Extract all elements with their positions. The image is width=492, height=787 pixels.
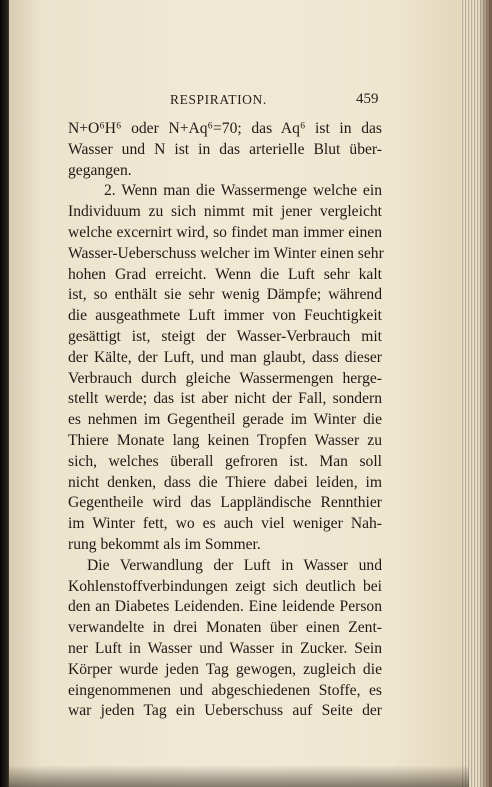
- text-line: die ausgeathmete Luft immer von Feuchtigkeit: [68, 307, 382, 325]
- text-line: es nehmen im Gegentheil gerade im Winter die: [68, 411, 382, 429]
- text-line: Individuum zu sich nimmt mit jener vergleicht: [68, 203, 382, 221]
- text-line: welche excernirt wird, so findet man immer einen: [68, 223, 382, 241]
- text-line: den an Diabetes Leidenden. Eine leidende Person: [68, 598, 382, 616]
- text-line: Wasser und N ist in das arterielle Blut über-: [68, 140, 382, 158]
- text-line: nicht denken, dass die Thiere dabei leiden, im: [68, 473, 382, 491]
- page-bottom-shadow: [9, 765, 469, 787]
- text-line: rung bekommt als im Sommer.: [68, 535, 261, 553]
- text-line: Körper wurde jeden Tag gewogen, zugleich die: [68, 660, 382, 678]
- text-line: ner Luft in Wasser und Wasser in Zucker. Sein: [68, 639, 382, 657]
- text-line: verwandelte in drei Monaten über einen Zent-: [68, 619, 382, 637]
- text-line: gegangen.: [68, 161, 132, 179]
- text-line: Thiere Monate lang keinen Tropfen Wasser zu: [68, 431, 382, 449]
- text-line: ist, so enthält sie sehr wenig Dämpfe; während: [68, 286, 382, 304]
- text-line: N+O⁶H⁶ oder N+Aq⁶=70; das Aq⁶ ist in das: [68, 120, 382, 137]
- book-cover-edge: [479, 0, 492, 787]
- text-line: hohen Grad erreicht. Wenn die Luft sehr kalt: [68, 265, 382, 283]
- text-line: Gegentheile wird das Lappländische Rennthier: [68, 494, 382, 512]
- text-line: Verbrauch durch gleiche Wassermengen herge-: [68, 369, 382, 387]
- text-line: Die Verwandlung der Luft in Wasser und: [87, 556, 382, 574]
- text-line: eingenommenen und abgeschiedenen Stoffe, es: [68, 681, 382, 699]
- text-line: sich, welches überall gefroren ist. Man soll: [68, 452, 382, 470]
- text-line: der Kälte, der Luft, und man glaubt, dass dieser: [68, 348, 382, 366]
- text-line: war jeden Tag ein Ueberschuss auf Seite der: [68, 702, 382, 720]
- text-line: gesättigt ist, steigt der Wasser-Verbrauch mit: [68, 327, 382, 345]
- text-line: stellt werde; das ist aber nicht der Fall, sondern: [68, 390, 382, 408]
- text-line: 2. Wenn man die Wassermenge welche ein: [104, 182, 382, 200]
- running-head: RESPIRATION.: [170, 92, 267, 107]
- page-number: 459: [356, 91, 379, 107]
- text-line: Kohlenstoffverbindungen zeigt sich deutlich bei: [68, 577, 382, 595]
- text-line: Wasser-Ueberschuss welcher im Winter einen sehr: [68, 244, 384, 262]
- body-text: [68, 119, 382, 722]
- text-line: im Winter fett, wo es auch viel weniger Nah-: [68, 515, 382, 533]
